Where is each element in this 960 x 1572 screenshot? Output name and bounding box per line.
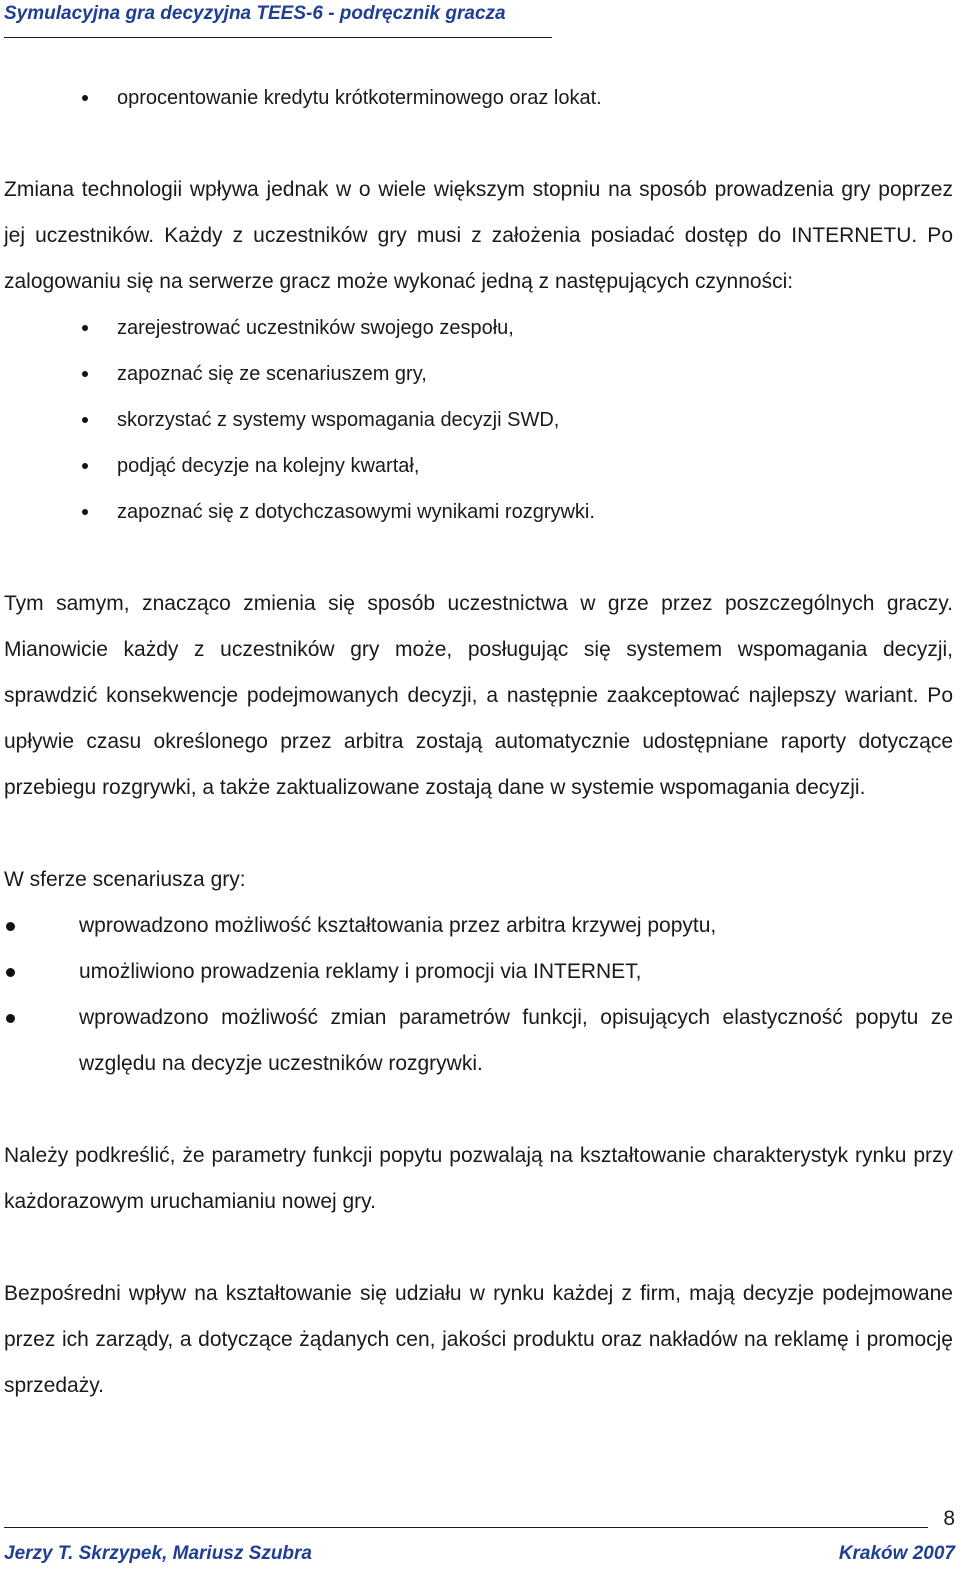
page-body (4, 75, 953, 1409)
footer-place-year: Kraków 2007 (838, 1543, 955, 1564)
player-actions-list (4, 305, 953, 535)
paragraph-participation: Tym samym, znacząco zmienia się sposób uczestnictwa w grze przez poszczególnych graczy. Mianowicie każdy z uczestników gry może, posługując się systemem wspomagania decyzji, sprawdzić konsekwencje podejmowanych decyzji, a następnie zaakceptować najlepszy wariant. Po upływie czasu określonego przez arbitra zostają automatycznie udostępniane raporty dotyczące przebiegu rozgrywki, a także zaktualizowane zostają dane w systemie wspomagania decyzji. (4, 592, 953, 799)
list-item: umożliwiono prowadzenia reklamy i promocji via INTERNET, (4, 949, 953, 995)
list-item: wprowadzono możliwość kształtowania przez arbitra krzywej popytu, (4, 903, 953, 949)
paragraph-scenario-intro: W sferze scenariusza gry: (4, 868, 246, 891)
header-divider (4, 37, 552, 38)
list-item: zapoznać się z dotychczasowymi wynikami rozgrywki. (4, 489, 953, 535)
paragraph-technology-change: Zmiana technologii wpływa jednak w o wiele większym stopniu na sposób prowadzenia gry poprzez jej uczestników. Każdy z uczestników gry musi z założenia posiadać dostęp do INTERNETU. Po zalogowaniu się na serwerze gracz może wykonać jedną z następujących czynności: (4, 178, 953, 293)
list-item: zarejestrować uczestników swojego zespołu, (4, 305, 953, 351)
footer-authors: Jerzy T. Skrzypek, Mariusz Szubra (4, 1543, 312, 1564)
paragraph-spacer (4, 121, 953, 167)
list-item: oprocentowanie kredytu krótkoterminowego oraz lokat. (4, 75, 953, 121)
list-item: zapoznać się ze scenariuszem gry, (4, 351, 953, 397)
paragraph-spacer (4, 535, 953, 581)
document-header-title: Symulacyjna gra decyzyjna TEES-6 - podręcznik gracza (4, 3, 506, 24)
paragraph-market-share: Bezpośredni wpływ na kształtowanie się udziału w rynku każdej z firm, mają decyzje podejmowane przez ich zarządy, a dotyczące żądanych cen, jakości produktu oraz nakładów na reklamę i promocję sprzedaży. (4, 1282, 953, 1397)
footer-divider (4, 1527, 928, 1528)
scenario-changes-list (4, 903, 953, 1087)
list-item: skorzystać z systemy wspomagania decyzji SWD, (4, 397, 953, 443)
paragraph-spacer (4, 1225, 953, 1271)
paragraph-spacer (4, 1087, 953, 1133)
list-item: wprowadzono możliwość zmian parametrów funkcji, opisujących elastyczność popytu ze względu na decyzje uczestników rozgrywki. (4, 995, 953, 1087)
page-number: 8 (943, 1507, 955, 1530)
paragraph-spacer (4, 811, 953, 857)
interest-bullet-list (4, 75, 953, 121)
list-item: podjąć decyzje na kolejny kwartał, (4, 443, 953, 489)
paragraph-demand-parameters: Należy podkreślić, że parametry funkcji popytu pozwalają na kształtowanie charakterystyk rynku przy każdorazowym uruchamianiu nowej gry. (4, 1144, 953, 1213)
